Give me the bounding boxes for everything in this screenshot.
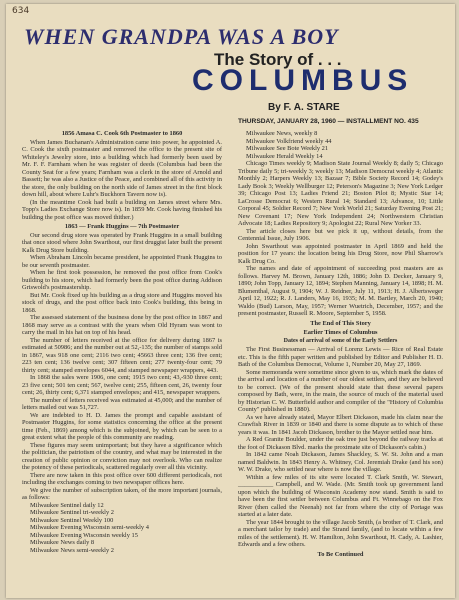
paragraph: (In the meantime Cook had built a building on James street where Mrs. Topp's Ladies Exchange Store now is). In 1859 Mr. Cook having finished his building the post office was moved thither.)	[22, 198, 222, 221]
paragraph: When he first took possession, he removed the post office from Cook's building to his store, which had formerly been the post office during Addison Griswold's postmastership.	[22, 269, 222, 291]
paragraph: These figures may seem unimportant; but they have a significance which the politician, the patriotism of the country, and what may be interested in the creation of public opinion or conviction may not overlook. Who can realize the potency of these periodicals, scattered regularly over all this vicinity.	[22, 441, 222, 471]
paragraph: Some memoranda were sometime since given to us, which mark the dates of the arrival and location of a number of our oldest settlers, and they are believed to be correct. (We of the present should state that these several papers composed by Bath, were, in the main, the source of much of the material used by Historian C. W. Butterfield author and compiler of the "History of Columbia County" published in 1880).	[238, 368, 443, 413]
list-item: Milwaukee Sentinel tri-weekly 2	[30, 509, 114, 516]
paragraph: There are now taken in this post office over 600 different periodicals, not including the exchanges coming to two newspaper offices here.	[22, 471, 222, 486]
section-end: To Be Continued	[317, 550, 364, 558]
paragraph: We are indebted to H. D. James the prompt and capable assistant of Postmaster Huggins, for some statistics concerning the office at the present time (Feb., 1869) among which is the subjoined, by which can be seen to a great extent what the people of this community are reading.	[22, 411, 222, 441]
paragraph: In 1842 came Noah Dickason, James Shackley, S. W. St. John and a man named Baldwin. In 1843 Henry A. Whitney, Col. Jeremiah Drake (and his son) W. W. Drake, who settled near where is now the village.	[238, 451, 443, 473]
list-item: Milwaukee Sentinel daily 12	[30, 501, 104, 509]
list-item: Milwaukee Evening Wisconsin weekly 15	[30, 531, 138, 539]
list-item: Milwaukee News, weekly 8	[246, 130, 318, 137]
list-item: Milwaukee See Bote Weekly 21	[246, 145, 329, 152]
section-subheading: Dates of arrival of some of the Early Settlers	[283, 337, 398, 344]
paragraph: But Mr. Cook fixed up his building as a drug store and Huggins moved his stock of drugs, and the post office back into Cook's building, this being in 1868.	[22, 291, 222, 314]
right-column	[238, 130, 443, 558]
banner-title: WHEN GRANDPA WAS A BOY	[24, 24, 339, 49]
list-item: Milwaukee Volkfriend weekly 44	[246, 137, 332, 145]
paragraph: A Red Granite Boulder, under the oak tree just beyond the railway tracks at the foot of Dickason Blvd. marks the proximate site of Dickason's cabin.)	[238, 436, 443, 451]
paragraph: John Swarthout was appointed postmaster in April 1869 and held the position for 17 years: the location being his Drug Store, now Phil Sharrow's Kalk Drug Co.	[238, 242, 443, 265]
author-byline: By F. A. STARE	[268, 102, 340, 113]
dateline: THURSDAY, JANUARY 28, 1960 — INSTALLMENT NO. 435	[238, 118, 419, 125]
paragraph: As we have already stated, Mayor Elbert Dickason, made his claim near the Crawfish River in 1839 or 1840 and there is some dispute as to which of these years it was. In 1841 Jacob Dickason, brother to the Mayor settled near him.	[238, 413, 443, 436]
section-heading: 1863 — Frank Huggins — 7th Postmaster	[64, 223, 180, 230]
list-item: Milwaukee Evening Wisconsin semi-weekly 4	[30, 524, 149, 531]
paragraph: The article closes here but we pick it up, without details, from the Centennial Issue, July 1906.	[238, 227, 443, 242]
paragraph: When Abraham Lincoln became president, he appointed Frank Huggins to be our seventh postmaster.	[22, 254, 222, 269]
paragraph: The assessed statement of the business done by the post office in 1867 and 1868 may serve as a contrast with the years when Old Hyram was wont to carry the mail in his hat on top of his head.	[22, 314, 222, 336]
section-end: The End of This Story	[310, 319, 371, 327]
section-heading: 1856 Amasa C. Cook 6th Postmaster to 1860	[61, 130, 183, 137]
page-number: 634	[12, 6, 30, 16]
left-column	[22, 128, 222, 554]
paragraph: In 1868 the sales were 1906, one cent; 1915 two cent; 43,-930 three cent; 23 five cent; 501 ten cent; 567, twelve cent; 255, fifteen cent, 26, twenty four cent; 26, thirty cent; 6,371 stamped envelopes; and 415, newspaper wrappers.	[22, 374, 222, 396]
paragraph: When James Buchanan's Administration came into power, he appointed A. C. Cook the sixth postmaster and removed the office to the present site of Whiteley's Jewelry store, into a building which had formerly been used by Mr. F. F. Farnham when he was register of deeds (Columbus had been the County Seat for a few years; Farnham was a clerk in the store of Arnold and Bassett; he was also a Justice of the Peace, and combined all of this activity in the store, the only building on the north side of James street in the first block down hill, about where Luhr's Buckhorn Tavern now is).	[22, 138, 222, 198]
series-title: COLUMBUS	[192, 64, 414, 97]
paragraph: The number of letters received at the office for delivery during 1867 is estimated at 50986; and the number out at 52,-135; the number of stamps sold in 1867, was 918 one cent; 2116 two cent; 45663 three cent; 136 five cent; 223 ten cent; 136 twelve cent; 307 fifteen cent; 277 twenty-four cent; 79 thirty cent; stamped envelopes 6044, and stamped newspaper wrappers, 443.	[22, 336, 222, 374]
paragraph: The year 1844 brought to the village Jacob Smith, (a brother of T. Clark, and a merchant tailor by trade) and the Strand family, (and to locate within a few miles of the settlement). H. W. Hamilton, John Swarthout, H. Cady, A. Lashier, Edwards and a few others.	[238, 518, 443, 548]
paragraph: The names and date of appointment of succeeding post masters are as follows. Harvey M. Brown, January 12th, 1886; John D. Decker, January 9, 1890; John Topp, January 12, 1894; Stephen Manning, January 14, 1898; H. M. Blumenthal, August 9, 1904; W. J. Reidner, July 11, 1913; H. J. Albertsweger April 12, 1922; R. J. Landers, May 16, 1935; M. M. Bartley, March 20, 1940; Waldo (Bud) Larson, May, 1957; Werner Wuetrich, December, 1957; and the present postmaster, Russell R. Moore, September 5, 1958.	[238, 265, 443, 317]
list-item: Milwaukee News daily 8	[30, 539, 95, 546]
paragraph: The number of letters received was estimated at 45,000; and the number of letters mailed out was 51,727.	[22, 396, 222, 411]
list-item: Milwaukee News semi-weekly 2	[30, 546, 114, 554]
story-title: The Story of . . .	[214, 50, 342, 69]
list-item: Milwaukee Herald Weekly 14	[246, 152, 323, 160]
list-item: Milwaukee Sentinel Weekly 100	[30, 516, 114, 524]
newspaper-page	[6, 4, 455, 598]
paragraph: Chicago Times weekly 9; Madison State Journal Weekly 8; daily 5; Chicago Tribune daily 5; tri-weekly 3; weekly 13; Madison Democrat weekly 4; Atlantic Monthly 2; Harpers Weekly 13; Bazaar 7; Bible Society Record 14; Godey's Lady Book 3; Weekly Wellburger 12; Peterson's Magazine 3; New York Ledger 39; Chicago Post 13; Ladies Friend 21; Boston Pilot 8; Mystic Star 14; LaCrosse Democrat 6; Western Rural 14; Standard 13; Advance, 10; Little Corporal 45; Soldier Record 7; New York World 21; Saturday Evening Post 21; New Covenant 17; New York Independent 24; Northwestern Christian Advocate 18; Ladies Repository 9; Apologist 22; Rural New Yorker 33.	[238, 160, 443, 227]
paragraph: We give the number of subscription taken, of the more important journals, as follows:	[22, 486, 222, 501]
paragraph: Our second drug store was operated by Frank Huggins in a small building that once stood where John Swarthout, our first druggist later built the present Kalk Drug Store building.	[22, 231, 222, 254]
section-heading: Earlier Times of Columbus	[303, 329, 378, 336]
paragraph: The First Businessman — Arrival of Lorenz Lewis — Rice of Real Estate etc. This is the fifth paper written and published by Editor and Publisher H. D. Bath of the Columbus Democrat, Volume 1, Number 20, May 27, 1869.	[238, 346, 443, 368]
paragraph: Within a few miles of its site were located T. Clark Smith, W. Stewart, ___________ Campbell, and W. Wade. (Mr. Smith took up government land upon which the building of Wisconsin Academy now stand. Smith is said to have been the first settler between Columbus and Ft. Winnebago on the Fox River (then called the Neenah) not far from where the city of Portage was started at a later date.	[238, 473, 443, 518]
